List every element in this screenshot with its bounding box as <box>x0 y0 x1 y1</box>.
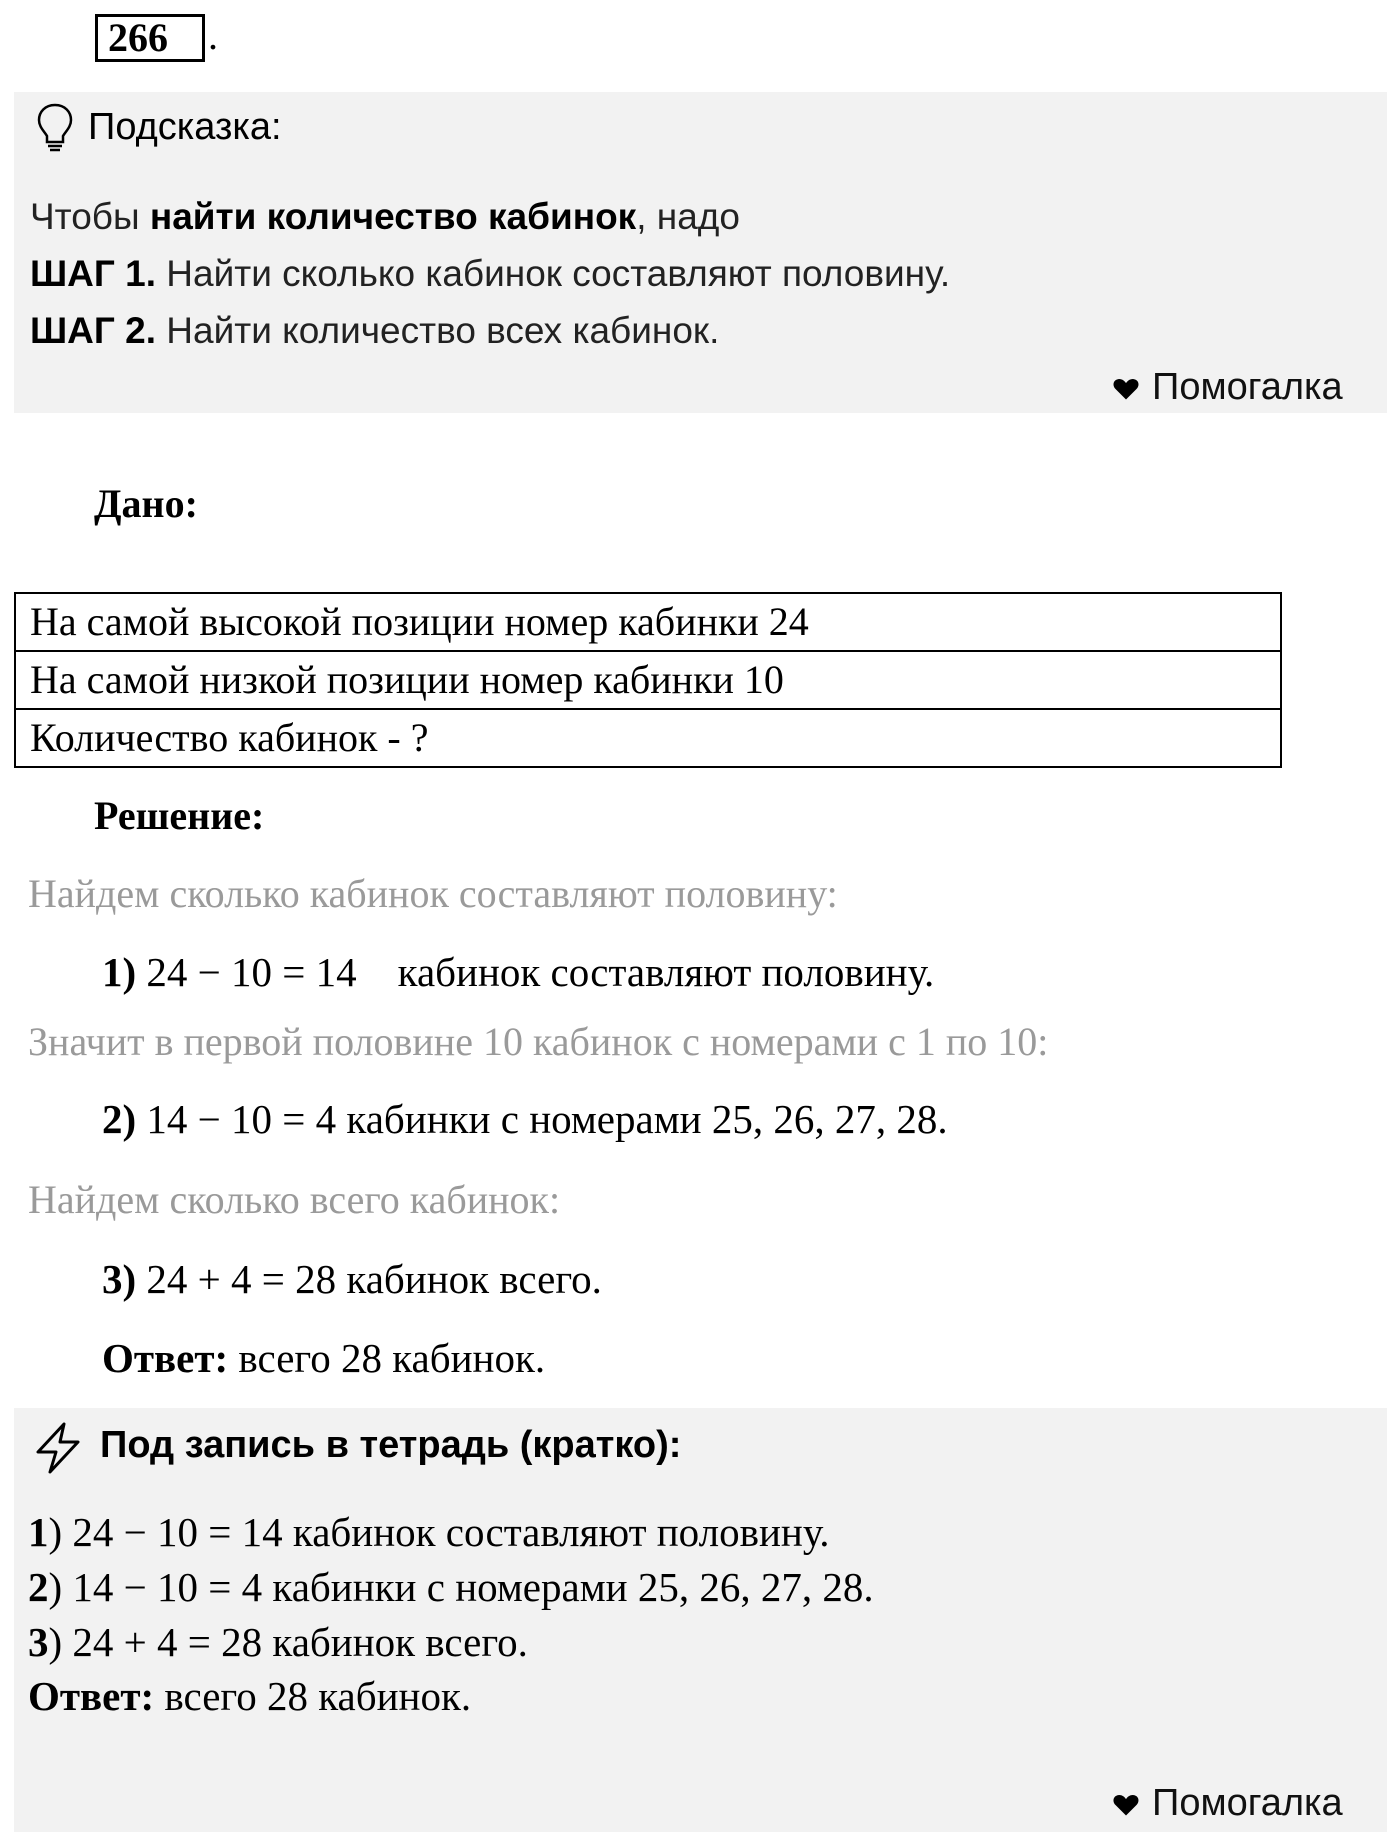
notebook-line-3-text: ) 24 + 4 = 28 кабинок всего. <box>48 1619 528 1665</box>
solution-note-3: Найдем сколько всего кабинок: <box>28 1177 561 1222</box>
solution-step-1-label: 1) <box>102 949 137 995</box>
notebook-brand <box>1112 1782 1343 1825</box>
hint-step-1-label: ШАГ 1. <box>30 253 157 294</box>
hint-line-1-bold: найти количество кабинок <box>149 196 637 237</box>
solution-step-3-label: 3) <box>102 1256 137 1302</box>
heart-icon <box>1112 1791 1140 1819</box>
notebook-line-2 <box>28 1563 874 1611</box>
hint-line-1-post: , надо <box>636 196 740 237</box>
hint-brand-label: Помогалка <box>1152 366 1343 408</box>
notebook-line-1-text: ) 24 − 10 = 14 кабинок составляют половину. <box>48 1509 830 1555</box>
given-row-2: На самой низкой позиции номер кабинки 10 <box>15 651 1281 709</box>
solution-answer <box>102 1334 545 1382</box>
solution-answer-text: всего 28 кабинок. <box>228 1335 546 1381</box>
hint-brand <box>1112 366 1343 409</box>
solution-step-3-text: 24 + 4 = 28 кабинок всего. <box>136 1256 602 1302</box>
notebook-line-2-text: ) 14 − 10 = 4 кабинки с номерами 25, 26, 27, 28. <box>48 1564 874 1610</box>
lightbulb-icon <box>36 102 74 154</box>
notebook-line-1-label: 1 <box>28 1509 49 1555</box>
notebook-answer <box>28 1672 471 1720</box>
hint-step-2 <box>30 310 719 352</box>
notebook-line-1 <box>28 1508 829 1556</box>
hint-line-1-pre: Чтобы <box>30 196 150 237</box>
solution-step-1-text: 24 − 10 = 14 кабинок составляют половину. <box>136 949 935 995</box>
hint-step-1 <box>30 253 950 295</box>
solution-step-2 <box>102 1095 948 1143</box>
notebook-line-3 <box>28 1618 528 1666</box>
notebook-answer-label: Ответ: <box>28 1673 155 1719</box>
hint-title: Подсказка: <box>88 106 282 148</box>
lightning-icon <box>30 1420 86 1476</box>
table-row <box>15 651 1281 709</box>
solution-step-2-text: 14 − 10 = 4 кабинки с номерами 25, 26, 27, 28. <box>136 1096 948 1142</box>
table-row <box>15 709 1281 767</box>
notebook-answer-text: всего 28 кабинок. <box>154 1673 472 1719</box>
given-row-1: На самой высокой позиции номер кабинки 24 <box>15 593 1281 651</box>
solution-step-1 <box>102 948 934 996</box>
notebook-line-2-label: 2 <box>28 1564 49 1610</box>
hint-step-1-text: Найти сколько кабинок составляют половину. <box>156 253 951 294</box>
heart-icon <box>1112 375 1140 403</box>
notebook-line-3-label: 3 <box>28 1619 49 1665</box>
solution-note-1: Найдем сколько кабинок составляют половину: <box>28 871 838 916</box>
table-row <box>15 593 1281 651</box>
notebook-title: Под запись в тетрадь (кратко): <box>100 1424 682 1466</box>
given-title: Дано: <box>94 481 198 526</box>
task-number-dot: . <box>208 13 218 58</box>
task-number: 266 <box>95 14 205 62</box>
solution-note-2: Значит в первой половине 10 кабинок с номерами с 1 по 10: <box>28 1019 1049 1064</box>
hint-line-1 <box>30 196 740 238</box>
given-row-3: Количество кабинок - ? <box>15 709 1281 767</box>
solution-step-3 <box>102 1255 602 1303</box>
hint-step-2-label: ШАГ 2. <box>30 310 157 351</box>
given-table <box>14 592 1282 768</box>
solution-step-2-label: 2) <box>102 1096 137 1142</box>
hint-step-2-text: Найти количество всех кабинок. <box>156 310 720 351</box>
notebook-brand-label: Помогалка <box>1152 1782 1343 1824</box>
solution-title: Решение: <box>94 793 265 838</box>
solution-answer-label: Ответ: <box>102 1335 229 1381</box>
